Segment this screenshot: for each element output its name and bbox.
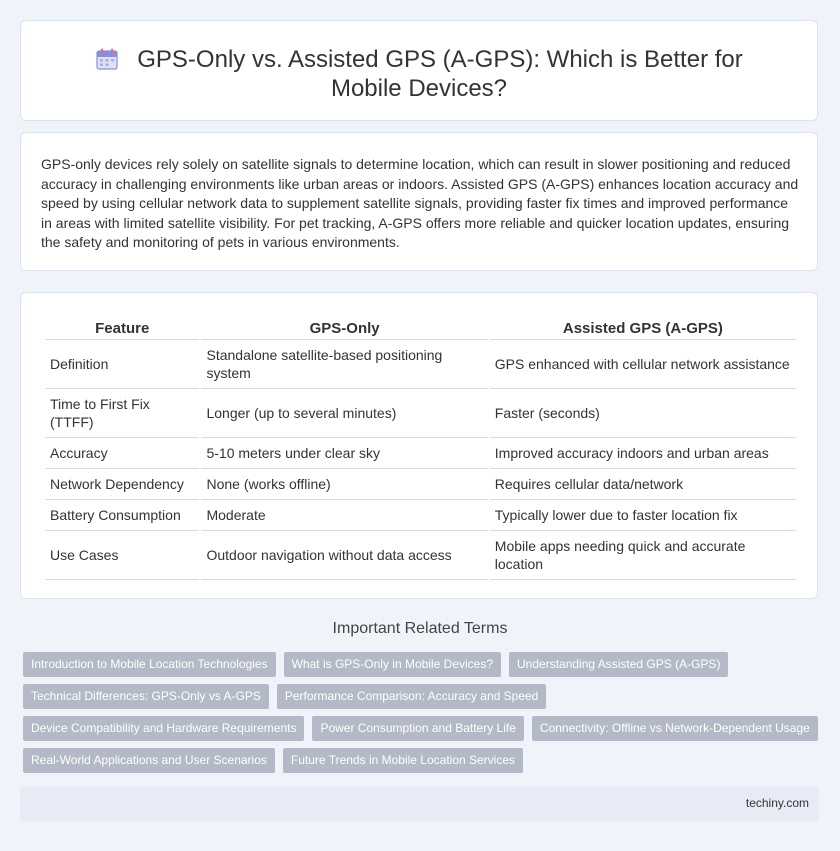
table-cell: Longer (up to several minutes) <box>201 389 487 438</box>
table-cell: Network Dependency <box>45 469 199 500</box>
table-cell: Time to First Fix (TTFF) <box>45 389 199 438</box>
related-tag-link[interactable]: Technical Differences: GPS-Only vs A-GPS <box>23 684 269 709</box>
related-tag-link[interactable]: Device Compatibility and Hardware Requirements <box>23 716 304 741</box>
related-tags-row <box>23 684 554 709</box>
table-cell: Use Cases <box>45 531 199 580</box>
related-tag-link[interactable]: Real-World Applications and User Scenarios <box>23 748 275 773</box>
intro-paragraph: GPS-only devices rely solely on satellite signals to determine location, which can result in slower positioning and reduced accuracy in challenging environments like urban areas or indoors. Assisted GPS (A-GPS) enhances location accuracy and speed by using cellular network data to supplement satellite signals, providing faster fix times and improved performance in areas with limited satellite visibility. For pet tracking, A-GPS offers more reliable and quicker location updates, ensuring the safety and monitoring of pets in various environments. <box>41 156 799 251</box>
related-tag-link[interactable]: Future Trends in Mobile Location Services <box>283 748 523 773</box>
table-row <box>45 389 796 438</box>
table-cell: Faster (seconds) <box>490 389 796 438</box>
table-row <box>45 340 796 389</box>
related-tag-link[interactable]: What is GPS-Only in Mobile Devices? <box>284 652 501 677</box>
table-row <box>45 500 796 531</box>
page-title: GPS-Only vs. Assisted GPS (A-GPS): Which is Better for Mobile Devices? <box>137 46 743 102</box>
header-a-gps: Assisted GPS (A-GPS) <box>490 315 796 340</box>
table-cell: Mobile apps needing quick and accurate location <box>490 531 796 580</box>
table-row <box>45 469 796 500</box>
related-tags-row <box>23 652 736 677</box>
header-card <box>20 20 818 121</box>
table-row <box>45 531 796 580</box>
related-tag-link[interactable]: Performance Comparison: Accuracy and Speed <box>277 684 546 709</box>
intro-card <box>20 132 818 271</box>
table-cell: Battery Consumption <box>45 500 199 531</box>
table-cell: Improved accuracy indoors and urban areas <box>490 438 796 469</box>
footer <box>20 787 819 821</box>
table-cell: Moderate <box>201 500 487 531</box>
header-gps-only: GPS-Only <box>201 315 487 340</box>
related-tag-link[interactable]: Introduction to Mobile Location Technologies <box>23 652 276 677</box>
related-tag-link[interactable]: Power Consumption and Battery Life <box>312 716 523 741</box>
related-tag-link[interactable]: Connectivity: Offline vs Network-Dependent Usage <box>532 716 818 741</box>
comparison-table <box>43 315 798 580</box>
title-row <box>21 21 817 120</box>
calendar-icon <box>95 47 119 71</box>
table-cell: 5-10 meters under clear sky <box>201 438 487 469</box>
footer-site-link[interactable]: techiny.com <box>745 796 809 810</box>
table-cell: Typically lower due to faster location fix <box>490 500 796 531</box>
related-tags-row <box>23 716 826 741</box>
related-tags-row <box>23 748 531 773</box>
table-cell: GPS enhanced with cellular network assistance <box>490 340 796 389</box>
table-cell: Outdoor navigation without data access <box>201 531 487 580</box>
related-tag-link[interactable]: Understanding Assisted GPS (A-GPS) <box>509 652 728 677</box>
header-feature: Feature <box>45 315 199 340</box>
table-cell: Requires cellular data/network <box>490 469 796 500</box>
comparison-table-card <box>20 292 818 599</box>
table-cell: Accuracy <box>45 438 199 469</box>
table-row <box>45 438 796 469</box>
table-cell: Definition <box>45 340 199 389</box>
table-cell: None (works offline) <box>201 469 487 500</box>
table-header-row <box>45 315 796 340</box>
related-terms-title: Important Related Terms <box>332 620 508 637</box>
table-cell: Standalone satellite-based positioning system <box>201 340 487 389</box>
